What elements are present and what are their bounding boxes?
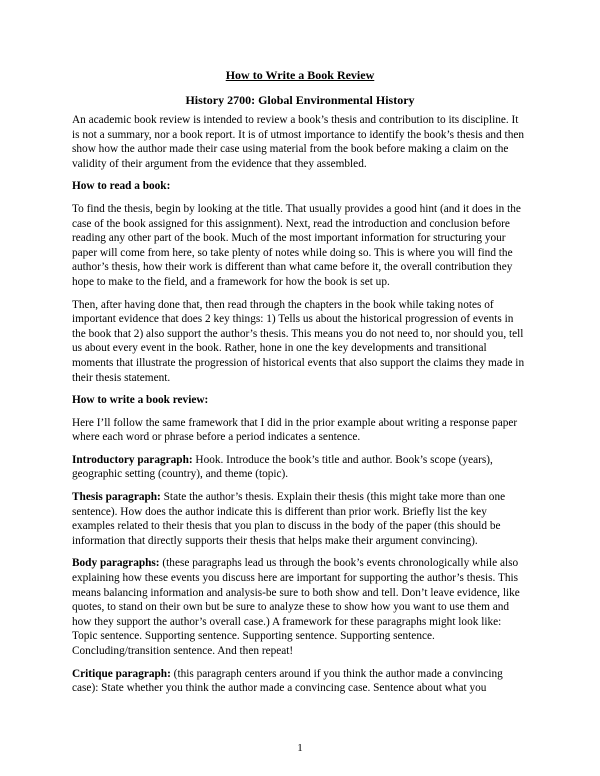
section-heading-write: How to write a book review: — [72, 394, 209, 407]
body-paragraphs-label: Body paragraphs: — [72, 557, 160, 570]
intro-paragraph: An academic book review is intended to review a book’s thesis and contribution to its discipline. It is not a summary, nor a book report. It is of utmost importance to identify the book’s thesis and then show how the author made their case using material from the book before making a claim on the validity of their argument from the evidence that they assembled. — [72, 114, 525, 170]
section-heading-read: How to read a book: — [72, 180, 171, 193]
introductory-paragraph-text: Hook. Introduce the book’s title and author. Book’s scope (years), geographic setting (country), and theme (topic). — [72, 453, 493, 481]
critique-paragraph-guide — [72, 667, 528, 696]
read-paragraph-2: Then, after having done that, then read through the chapters in the book while taking notes of important evidence that does 2 key things: 1) Tells us about the historical progression of events in the book that 2) also support the author’s thesis. This means you do not need to, nor should you, tell us about every event in the book. Rather, hone in one the key developments and transitional moments that illustrate the progression of historical events that also support the claims they made in their thesis statement. — [72, 298, 525, 384]
introductory-paragraph-label: Introductory paragraph: — [72, 453, 193, 466]
write-paragraph-1: Here I’ll follow the same framework that I did in the prior example about writing a response paper where each word or phrase before a period indicates a sentence. — [72, 416, 518, 444]
thesis-paragraph-label: Thesis paragraph: — [72, 491, 161, 504]
page-number: 1 — [297, 742, 303, 754]
body-paragraphs-text: (these paragraphs lead us through the book’s events chronologically while also explaining how these events you discuss here are important for supporting the author’s thesis. This means balancing information and analysis-be sure to both show and tell. Don’t leave evidence, like quotes, to stand on their own but be sure to analyze these to show how you want to use them and how they support the author’s overall case.) A framework for these paragraphs might look like: Topic sentence. Supporting sentence. Supporting sentence. Supporting sentence. Concluding/transition sentence. And then repeat! — [72, 557, 520, 657]
course-title: History 2700: Global Environmental History — [185, 93, 415, 107]
introductory-paragraph-guide — [72, 453, 528, 482]
critique-paragraph-text: (this paragraph centers around if you think the author made a convincing case): State whether you think the author made a convincing case. Sentence about what you — [72, 667, 503, 695]
page-title: How to Write a Book Review — [225, 68, 375, 82]
body-paragraphs-guide — [72, 556, 528, 658]
thesis-paragraph-text: State the author’s thesis. Explain their thesis (this might take more than one sentence). How does the author indicate this is different than prior work. Briefly list the key examples related to their thesis that you plan to discuss in the body of the paper (this should be information that directly supports their thesis that helps make their argument convincing). — [72, 491, 506, 547]
critique-paragraph-label: Critique paragraph: — [72, 667, 171, 680]
read-paragraph-1: To find the thesis, begin by looking at the title. That usually provides a good hint (and it does in the case of the book assigned for this assignment). Next, read the introduction and conclusion before reading any other part of the book. Much of the most important information for structuring your paper will come from here, so take plenty of notes while doing so. This is where you will find the author’s thesis, how their work is different than what came before it, the overall contribution they hope to make to the field, and a framework for how the book is set up. — [72, 202, 521, 288]
thesis-paragraph-guide — [72, 490, 528, 548]
